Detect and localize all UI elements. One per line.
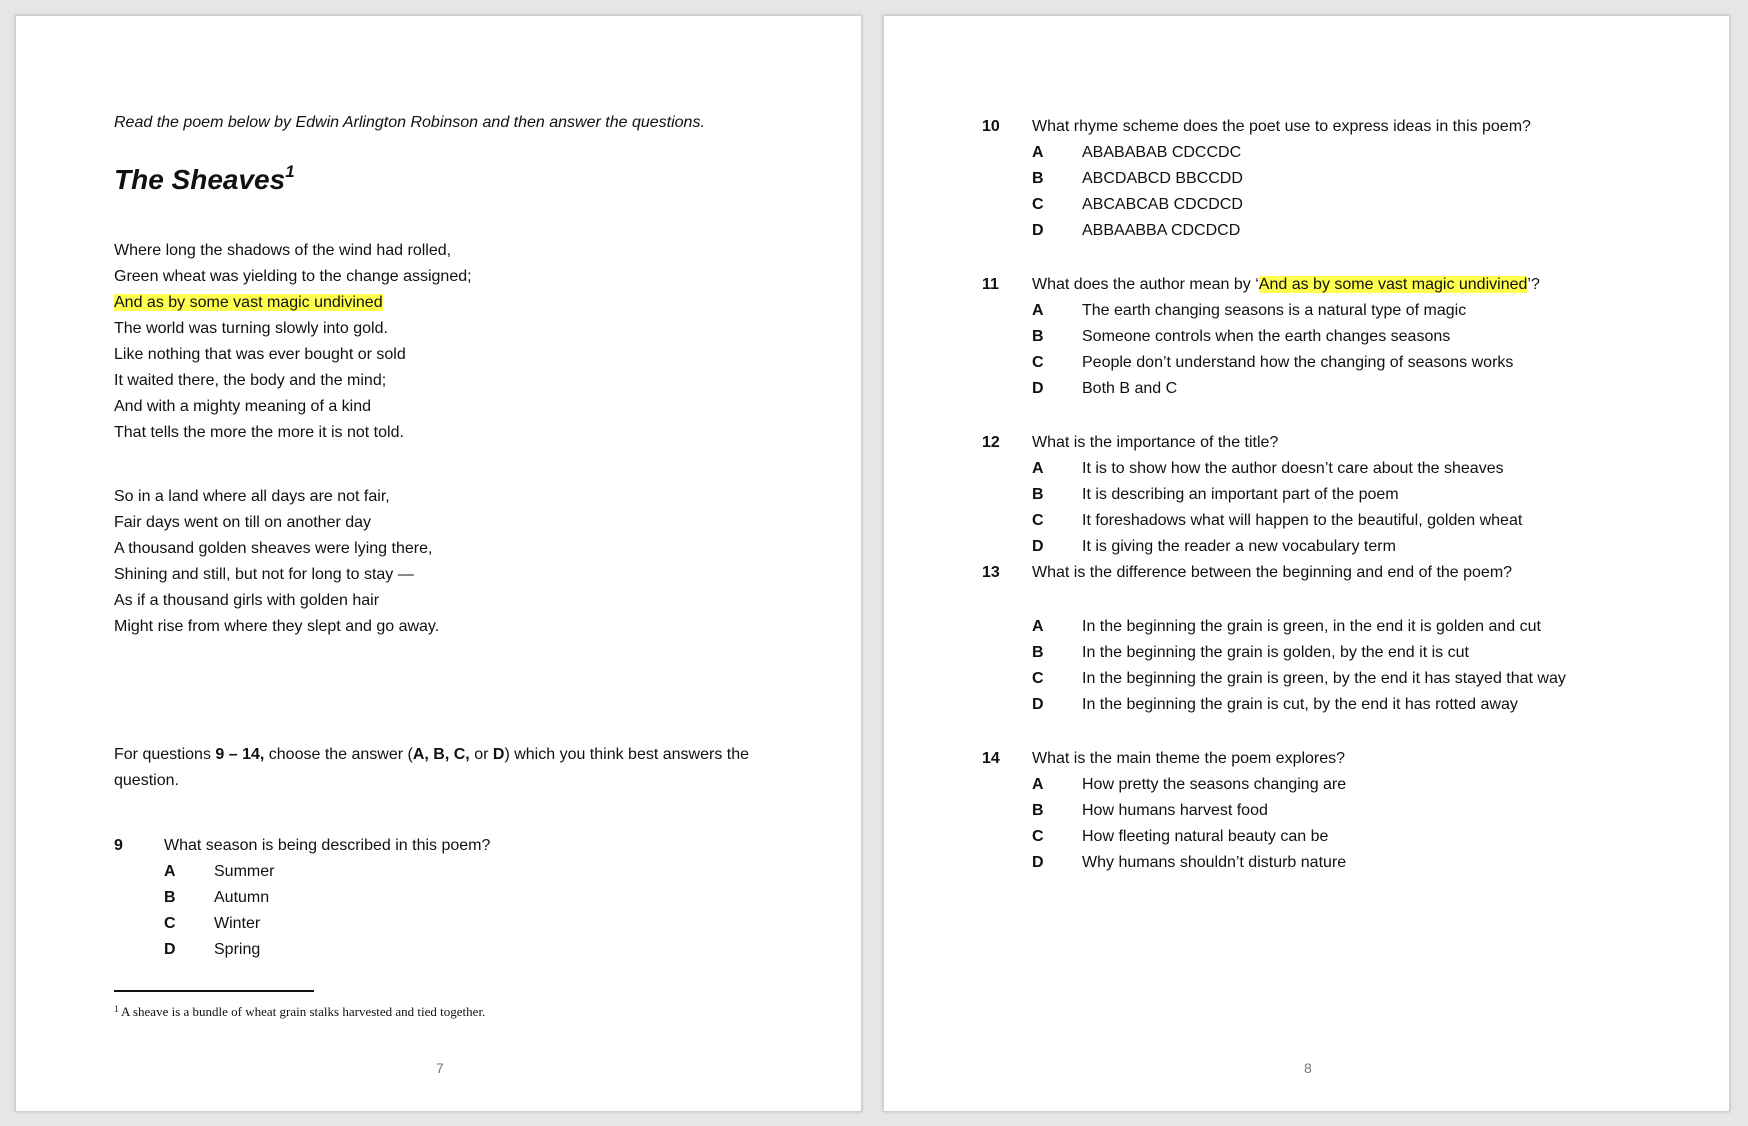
option-text: ABCDABCD BBCCDD [1082,170,1243,187]
poem-line: Where long the shadows of the wind had rolled, [114,242,452,259]
instructions-text: ) which you think best answers the question. [114,746,749,789]
option-letter: A [1032,144,1044,161]
option-text: How fleeting natural beauty can be [1082,828,1329,845]
footnote-divider [114,990,314,992]
option-letter: B [1032,170,1044,187]
poem-line: Fair days went on till on another day [114,514,372,531]
footnote-ref[interactable]: 1 [285,162,295,181]
question-text: What is the importance of the title? [1032,434,1279,451]
option-text: How pretty the seasons changing are [1082,776,1347,793]
option-letter: A [1032,460,1044,477]
poem-line: As if a thousand girls with golden hair [114,592,380,609]
option-letter: C [1032,828,1044,845]
poem-line: So in a land where all days are not fair, [114,488,390,505]
option-text: ABABABAB CDCCDC [1082,144,1242,161]
question-text: What rhyme scheme does the poet use to express ideas in this poem? [1032,118,1531,135]
option-letter: D [1032,696,1044,713]
question-11 [982,272,1682,402]
highlight: And as by some vast magic undivined [114,294,383,311]
instructions-text: For questions [114,746,216,763]
question-number: 14 [982,750,1000,767]
instructions-bold: D [492,746,505,763]
question-text: What season is being described in this poem? [164,837,491,854]
poem-stanza-2 [114,484,439,640]
document-page-8 [883,15,1730,1112]
option-text: ABBAABBA CDCDCD [1082,222,1241,239]
instructions-text: or [469,746,493,763]
instructions-bold: 9 – 14, [215,746,265,763]
poem-title-text: The Sheaves [114,164,286,195]
option-letter: C [1032,196,1044,213]
option-text: In the beginning the grain is golden, by the end it is cut [1082,644,1469,661]
option-letter: D [164,941,176,958]
question-text: What is the main theme the poem explores? [1032,750,1346,767]
option-letter: B [164,889,176,906]
option-letter: A [1032,618,1044,635]
option-letter: B [1032,486,1044,503]
question-text [1032,272,1540,298]
option-letter: D [1032,222,1044,239]
poem-line: That tells the more the more it is not told. [114,424,404,441]
poem-title [114,164,295,196]
option-letter: B [1032,644,1044,661]
footnote-text: A sheave is a bundle of wheat grain stalks harvested and tied together. [121,1004,486,1019]
poem-line: It waited there, the body and the mind; [114,372,387,389]
option-letter: A [164,863,176,880]
poem-line-highlighted [114,290,472,316]
poem-line: And with a mighty meaning of a kind [114,398,372,415]
poem-line: Green wheat was yielding to the change assigned; [114,268,472,285]
question-14 [982,746,1682,876]
poem-line: Might rise from where they slept and go away. [114,618,440,635]
option-text: The earth changing seasons is a natural type of magic [1082,302,1467,319]
question-number: 13 [982,564,1000,581]
option-letter: C [1032,512,1044,529]
option-letter: B [1032,802,1044,819]
poem-line: A thousand golden sheaves were lying there, [114,540,433,557]
option-text: Both B and C [1082,380,1178,397]
option-letter: D [1032,380,1044,397]
option-text: Winter [214,915,261,932]
option-text: In the beginning the grain is green, by the end it has stayed that way [1082,670,1566,687]
option-letter: C [1032,354,1044,371]
question-number: 11 [982,276,999,293]
option-text: It is giving the reader a new vocabulary term [1082,538,1396,555]
option-text: Summer [214,863,275,880]
option-letter: B [1032,328,1044,345]
poem-line: The world was turning slowly into gold. [114,320,388,337]
option-letter: D [1032,538,1044,555]
option-text: Someone controls when the earth changes seasons [1082,328,1451,345]
option-text: It foreshadows what will happen to the beautiful, golden wheat [1082,512,1523,529]
question-12 [982,430,1682,560]
option-text: It is to show how the author doesn’t care about the sheaves [1082,460,1504,477]
poem-stanza-1 [114,238,472,446]
option-text: In the beginning the grain is cut, by the end it has rotted away [1082,696,1518,713]
option-letter: A [1032,776,1044,793]
page-number: 7 [436,1060,444,1076]
question-13 [982,560,1702,720]
highlight: And as by some vast magic undivined [1258,276,1528,293]
option-letter: C [164,915,176,932]
poem-line: Like nothing that was ever bought or sold [114,346,406,363]
option-letter: A [1032,302,1044,319]
poem-line: Shining and still, but not for long to stay — [114,566,414,583]
question-9 [114,833,714,963]
question-number: 9 [114,837,123,854]
option-text: How humans harvest food [1082,802,1268,819]
instructions-bold: A, B, C, [412,746,470,763]
option-letter: C [1032,670,1044,687]
instructions [114,742,794,794]
option-text: Why humans shouldn’t disturb nature [1082,854,1347,871]
question-text: What is the difference between the beginning and end of the poem? [1032,564,1513,581]
instructions-text: choose the answer ( [264,746,413,763]
question-10 [982,114,1682,244]
question-text-part: ’? [1527,276,1540,293]
option-text: Autumn [214,889,270,906]
document-page-7 [15,15,862,1112]
option-text: Spring [214,941,261,958]
footnote-marker: 1 [114,1004,119,1014]
option-letter: D [1032,854,1044,871]
option-text: In the beginning the grain is green, in the end it is golden and cut [1082,618,1541,635]
question-number: 10 [982,118,1000,135]
page-number: 8 [1304,1060,1312,1076]
question-text-part: What does the author mean by ‘ [1032,276,1259,293]
option-text: It is describing an important part of the poem [1082,486,1399,503]
option-text: People don’t understand how the changing of seasons works [1082,354,1514,371]
poem-intro: Read the poem below by Edwin Arlington Robinson and then answer the questions. [114,114,705,131]
question-number: 12 [982,434,1000,451]
option-text: ABCABCAB CDCDCD [1082,196,1243,213]
footnote [114,1004,485,1020]
